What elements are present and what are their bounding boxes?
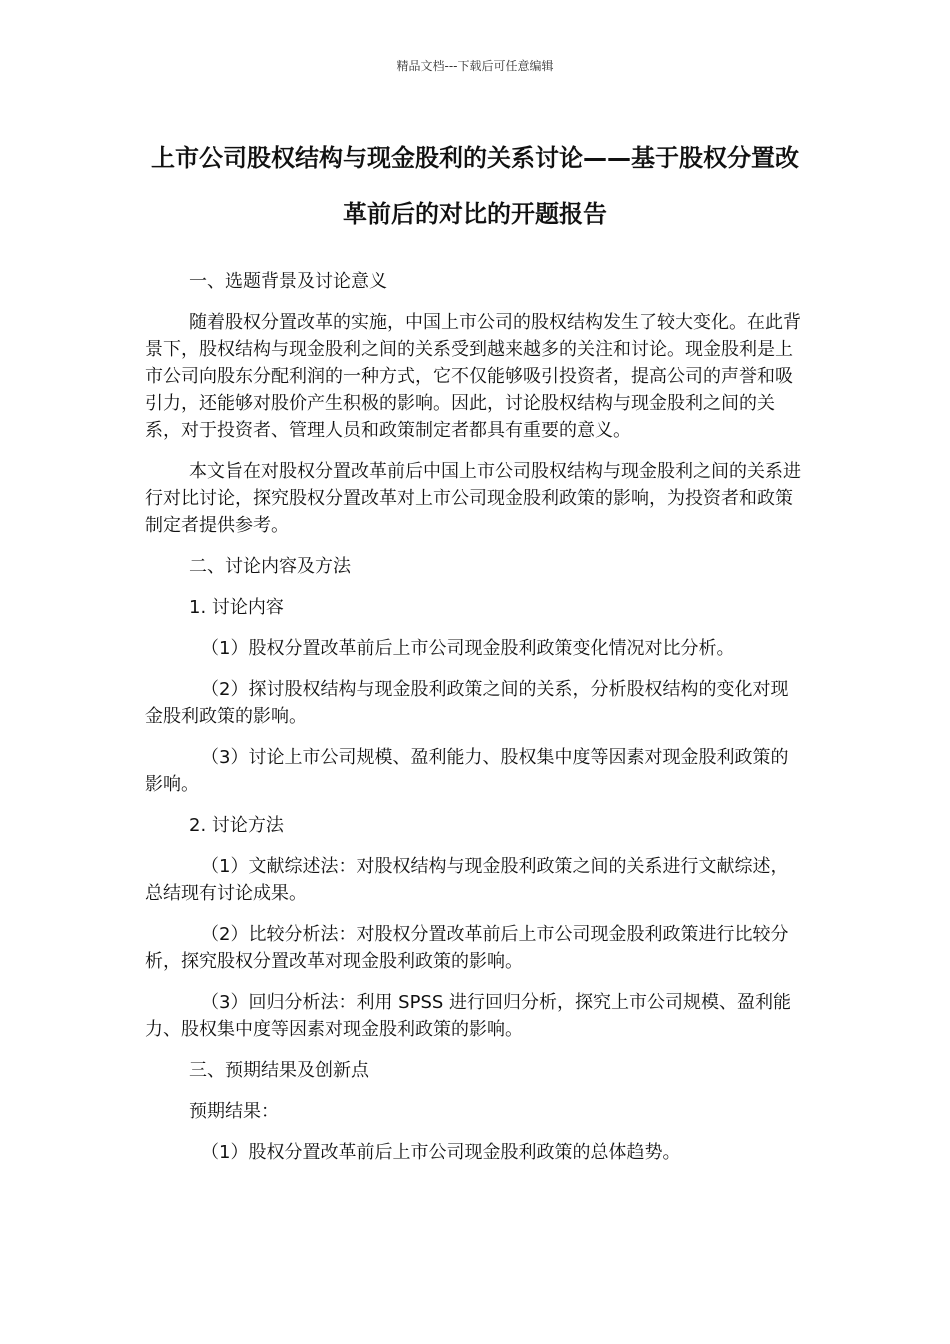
list-item-method-3: （3）回归分析法：利用 SPSS 进行回归分析，探究上市公司规模、盈利能力、股权集中度等因素对现金股利政策的影响。 xyxy=(145,992,792,1040)
section-heading-content-method: 二、讨论内容及方法 xyxy=(189,556,351,577)
section-heading-expected-results: 三、预期结果及创新点 xyxy=(189,1060,369,1081)
subheading-expected-results: 预期结果： xyxy=(189,1101,279,1122)
list-item-content-3: （3）讨论上市公司规模、盈利能力、股权集中度等因素对现金股利政策的影响。 xyxy=(145,747,789,795)
list-item-method-2: （2）比较分析法：对股权分置改革前后上市公司现金股利政策进行比较分析，探究股权分置改革对现金股利政策的影响。 xyxy=(145,924,789,972)
header-note: 精品文档---下载后可任意编辑 xyxy=(396,59,554,73)
document-title: 上市公司股权结构与现金股利的关系讨论——基于股权分置改革前后的对比的开题报告 xyxy=(151,144,799,228)
paragraph-background: 随着股权分置改革的实施，中国上市公司的股权结构发生了较大变化。在此背景下，股权结构与现金股利之间的关系受到越来越多的关注和讨论。现金股利是上市公司向股东分配利润的一种方式，它不仅能够吸引投资者，提高公司的声誉和吸引力，还能够对股价产生积极的影响。因此，讨论股权结构与现金股利之间的关系，对于投资者、管理人员和政策制定者都具有重要的意义。 xyxy=(145,312,801,441)
list-item-result-1: （1）股权分置改革前后上市公司现金股利政策的总体趋势。 xyxy=(201,1142,681,1163)
list-item-content-2: （2）探讨股权结构与现金股利政策之间的关系，分析股权结构的变化对现金股利政策的影响。 xyxy=(145,679,789,727)
section-heading-background: 一、选题背景及讨论意义 xyxy=(189,271,387,292)
list-item-content-1: （1）股权分置改革前后上市公司现金股利政策变化情况对比分析。 xyxy=(201,638,735,659)
list-item-method-1: （1）文献综述法：对股权结构与现金股利政策之间的关系进行文献综述，总结现有讨论成果。 xyxy=(145,856,789,904)
subheading-content: 1. 讨论内容 xyxy=(189,597,284,618)
subheading-method: 2. 讨论方法 xyxy=(189,815,284,836)
paragraph-purpose: 本文旨在对股权分置改革前后中国上市公司股权结构与现金股利之间的关系进行对比讨论，探究股权分置改革对上市公司现金股利政策的影响，为投资者和政策制定者提供参考。 xyxy=(145,461,801,536)
document-body xyxy=(145,268,805,1180)
